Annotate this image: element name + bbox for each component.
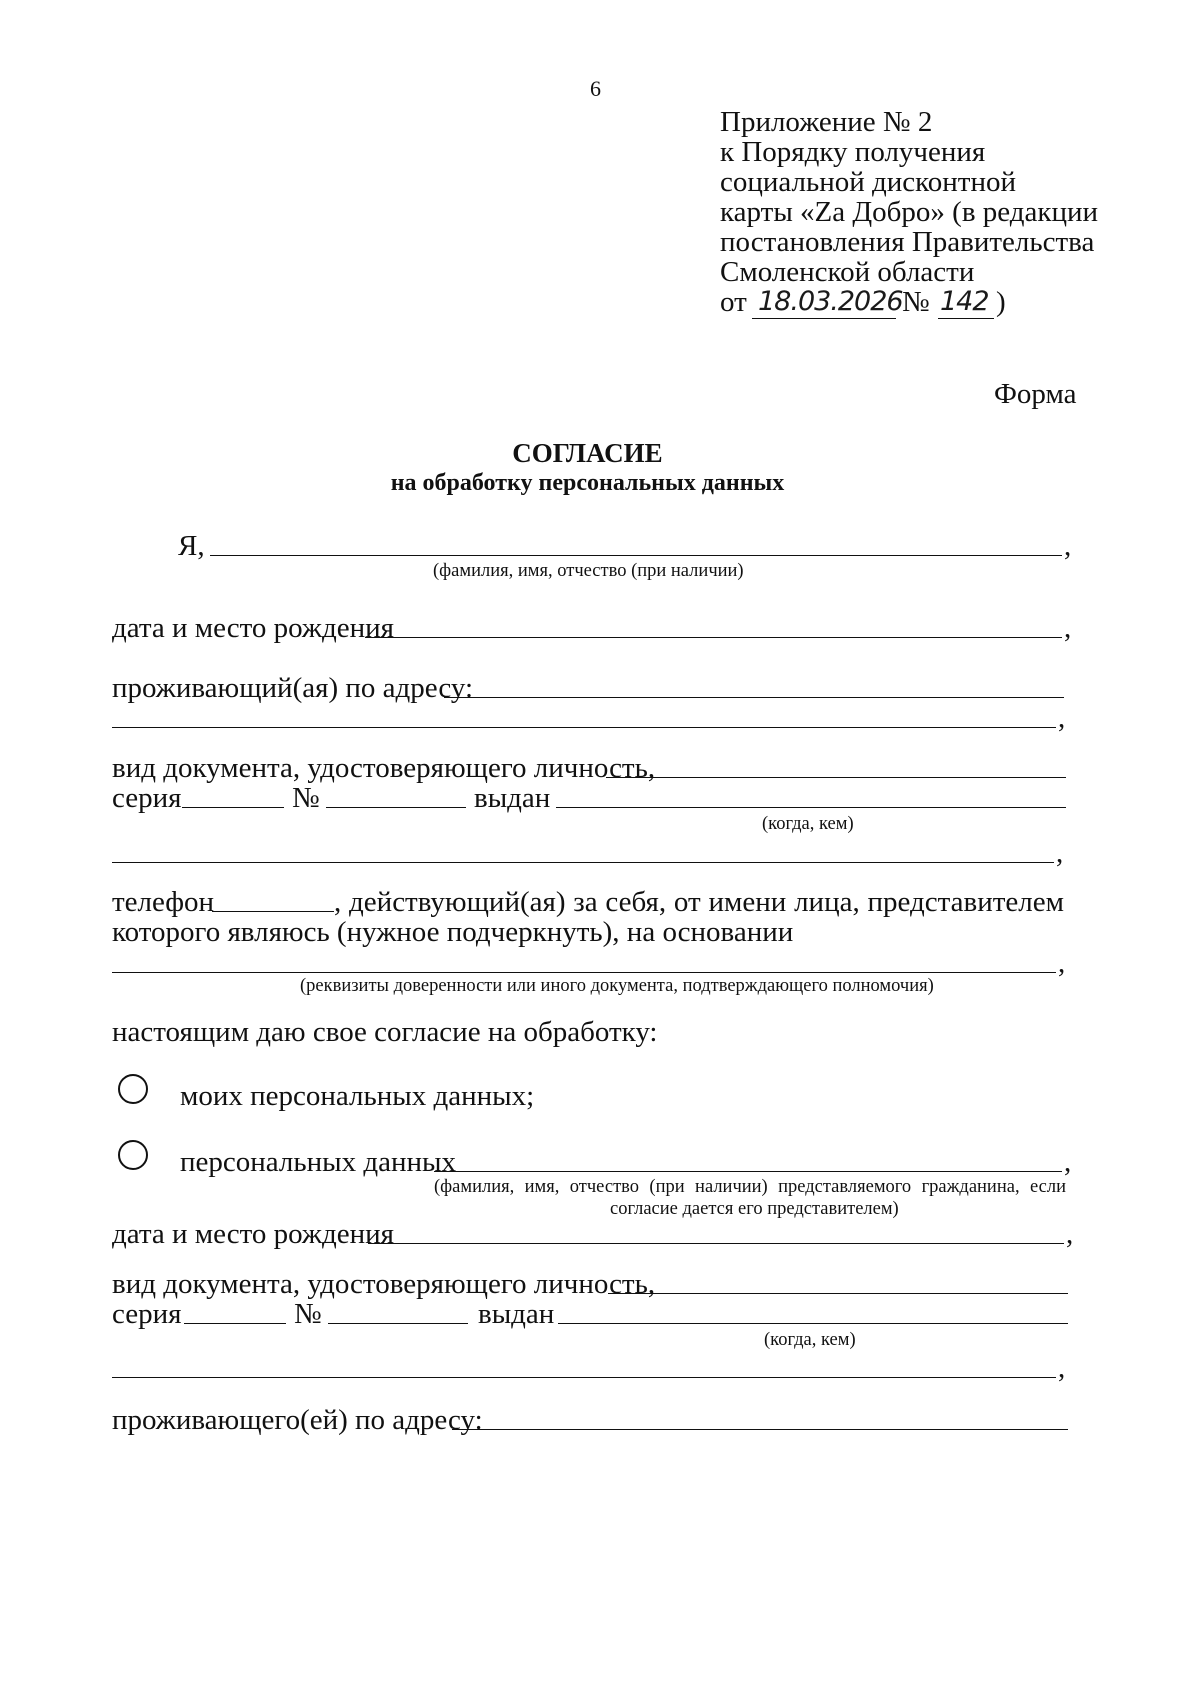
document-title: СОГЛАСИЕ bbox=[512, 438, 663, 468]
phone-label: телефон bbox=[112, 886, 215, 918]
residing-label: проживающий(ая) по адресу: bbox=[112, 672, 473, 704]
appendix-number-sign: № bbox=[902, 286, 930, 318]
closing-paren: ) bbox=[996, 286, 1006, 318]
comma: , bbox=[1066, 1218, 1074, 1250]
basis-field[interactable] bbox=[112, 972, 1056, 973]
date-underline bbox=[752, 318, 896, 319]
other-person-caption-2: согласие дается его представителем) bbox=[610, 1199, 899, 1219]
issued-field[interactable] bbox=[556, 807, 1066, 808]
issued-field-2[interactable] bbox=[558, 1323, 1068, 1324]
acting-text-2: которого являюсь (нужное подчеркнуть), на основании bbox=[112, 916, 794, 948]
issued-caption-2: (когда, кем) bbox=[764, 1330, 856, 1350]
basis-caption: (реквизиты доверенности или иного документа, подтверждающего полномочия) bbox=[300, 976, 934, 996]
birth-label-2: дата и место рождения bbox=[112, 1218, 394, 1250]
issued-caption: (когда, кем) bbox=[762, 814, 854, 834]
fio-field[interactable] bbox=[210, 555, 1062, 556]
appendix-title: Приложение № 2 bbox=[720, 106, 933, 138]
series-label-2: серия bbox=[112, 1298, 182, 1330]
consent-text: настоящим даю свое согласие на обработку: bbox=[112, 1016, 658, 1048]
option-own-label: моих персональных данных; bbox=[180, 1080, 535, 1112]
series-label: серия bbox=[112, 782, 182, 814]
document-subtitle: на обработку персональных данных bbox=[390, 470, 785, 496]
series-field-2[interactable] bbox=[184, 1323, 286, 1324]
address-field[interactable] bbox=[444, 697, 1064, 698]
appendix-line5: постановления Правительства bbox=[720, 226, 1095, 258]
issued-field-2-continued[interactable] bbox=[112, 1377, 1056, 1378]
address-field-continued[interactable] bbox=[112, 727, 1056, 728]
appendix-line3: социальной дисконтной bbox=[720, 166, 1017, 198]
comma: , bbox=[1064, 612, 1072, 644]
handwritten-date: 18.03.2026 bbox=[758, 286, 903, 317]
address-field-2[interactable] bbox=[452, 1429, 1068, 1430]
comma: , bbox=[1058, 947, 1066, 979]
issued-field-continued[interactable] bbox=[112, 862, 1054, 863]
number-field[interactable] bbox=[326, 807, 466, 808]
number-label-2: № bbox=[294, 1298, 322, 1330]
residing-label-2: проживающего(ей) по адресу: bbox=[112, 1404, 483, 1436]
doc-type-label-2: вид документа, удостоверяющего личность, bbox=[112, 1268, 656, 1300]
comma: , bbox=[1058, 702, 1066, 734]
appendix-line4: карты «Za Добро» (в редакции bbox=[720, 196, 1099, 228]
appendix-line2: к Порядку получения bbox=[720, 136, 986, 168]
number-underline bbox=[938, 318, 994, 319]
acting-text: , действующий(ая) за себя, от имени лица, представителем bbox=[334, 886, 1064, 918]
doc-type-label: вид документа, удостоверяющего личность, bbox=[112, 752, 656, 784]
issued-label-2: выдан bbox=[478, 1298, 555, 1330]
series-field[interactable] bbox=[182, 807, 284, 808]
form-label: Форма bbox=[994, 378, 1077, 410]
appendix-from-prefix: от bbox=[720, 286, 747, 318]
appendix-line6: Смоленской области bbox=[720, 256, 975, 288]
birth-field[interactable] bbox=[365, 637, 1062, 638]
fio-caption: (фамилия, имя, отчество (при наличии) bbox=[433, 561, 744, 581]
comma: , bbox=[1058, 1352, 1066, 1384]
birth-field-2[interactable] bbox=[368, 1243, 1064, 1244]
phone-field[interactable] bbox=[212, 911, 334, 912]
number-label: № bbox=[292, 782, 320, 814]
option-other-label: персональных данных bbox=[180, 1146, 457, 1178]
doc-type-field-2[interactable] bbox=[608, 1293, 1068, 1294]
other-person-caption: (фамилия, имя, отчество (при наличии) представляемого гражданина, если bbox=[434, 1177, 1066, 1197]
comma: , bbox=[1056, 837, 1064, 869]
page-number: 6 bbox=[590, 76, 601, 101]
i-prefix: Я, bbox=[178, 530, 205, 562]
radio-other-data[interactable] bbox=[118, 1140, 148, 1170]
doc-type-field[interactable] bbox=[606, 777, 1066, 778]
other-person-field[interactable] bbox=[434, 1171, 1062, 1172]
comma: , bbox=[1064, 530, 1072, 562]
birth-label: дата и место рождения bbox=[112, 612, 394, 644]
number-field-2[interactable] bbox=[328, 1323, 468, 1324]
comma: , bbox=[1064, 1146, 1072, 1178]
issued-label: выдан bbox=[474, 782, 551, 814]
handwritten-number: 142 bbox=[940, 286, 989, 317]
radio-own-data[interactable] bbox=[118, 1074, 148, 1104]
